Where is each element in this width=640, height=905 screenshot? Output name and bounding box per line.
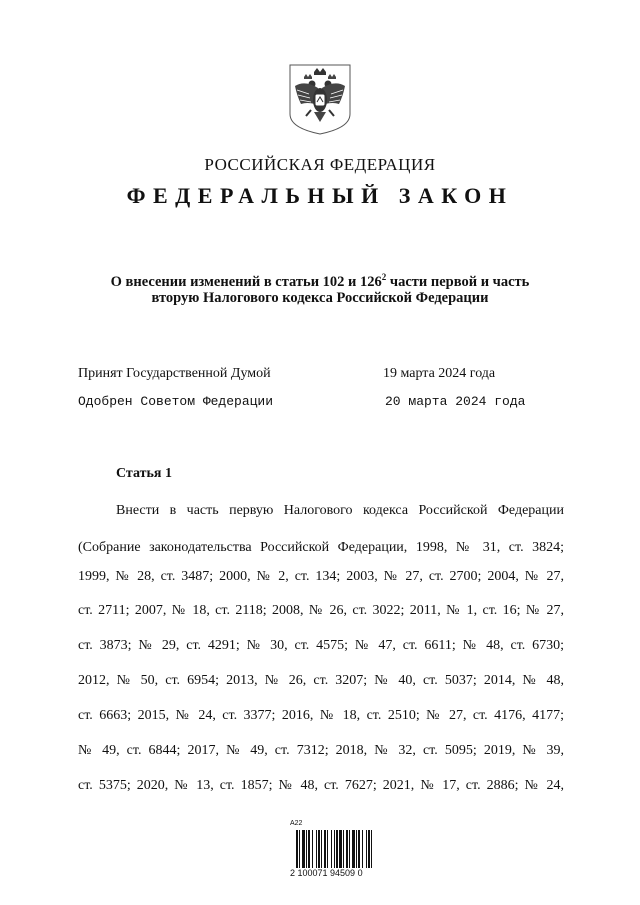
law-title-superscript: 2 [381,272,387,282]
russian-coat-of-arms-icon [287,62,353,136]
article-text-line: Внести в часть первую Налогового кодекса Российской Федерации [116,503,564,518]
approved-date: 20 марта 2024 года [385,394,526,409]
article-text-line: 1999, № 28, ст. 3487; 2000, № 2, ст. 134; 2003, № 27, ст. 2700; 2004, № 27, [78,569,564,584]
approved-label: Одобрен Советом Федерации [78,394,274,409]
article-text-line: (Собрание законодательства Российской Федерации, 1998, № 31, ст. 3824; [78,540,564,555]
adopted-date: 19 марта 2024 года [383,366,496,381]
article-text-line: ст. 3873; № 29, ст. 4291; № 30, ст. 4575; № 47, ст. 6611; № 48, ст. 6730; [78,638,564,653]
law-title-line-2: вторую Налогового кодекса Российской Федерации [151,290,489,306]
law-type-heading: ФЕДЕРАЛЬНЫЙ ЗАКОН [126,183,514,208]
law-title-line-1 [0,272,640,291]
law-title-text-end: части первой и часть [386,273,530,290]
article-text-line: ст. 6663; 2015, № 24, ст. 3377; 2016, № 18, ст. 2510; № 27, ст. 4176, 4177; [78,708,564,723]
barcode-mark: A22 [290,820,303,827]
adopted-label: Принят Государственной Думой [78,366,271,381]
barcode-number: 2 100071 94509 0 [290,868,363,878]
barcode-bars-icon [296,830,376,868]
article-text-line: 2012, № 50, ст. 6954; 2013, № 26, ст. 3207; № 40, ст. 5037; 2014, № 48, [78,673,564,688]
article-heading: Статья 1 [116,466,172,481]
law-title-text: О внесении изменений в статьи 102 и 126 [110,273,382,290]
article-text-line: ст. 2711; 2007, № 18, ст. 2118; 2008, № 26, ст. 3022; 2011, № 1, ст. 16; № 27, [78,603,564,618]
barcode [290,820,374,882]
country-heading: РОССИЙСКАЯ ФЕДЕРАЦИЯ [204,155,436,174]
article-text-line: ст. 5375; 2020, № 13, ст. 1857; № 48, ст. 7627; 2021, № 17, ст. 2886; № 24, [78,778,564,793]
article-text-line: № 49, ст. 6844; 2017, № 49, ст. 7312; 2018, № 32, ст. 5095; 2019, № 39, [78,743,564,758]
